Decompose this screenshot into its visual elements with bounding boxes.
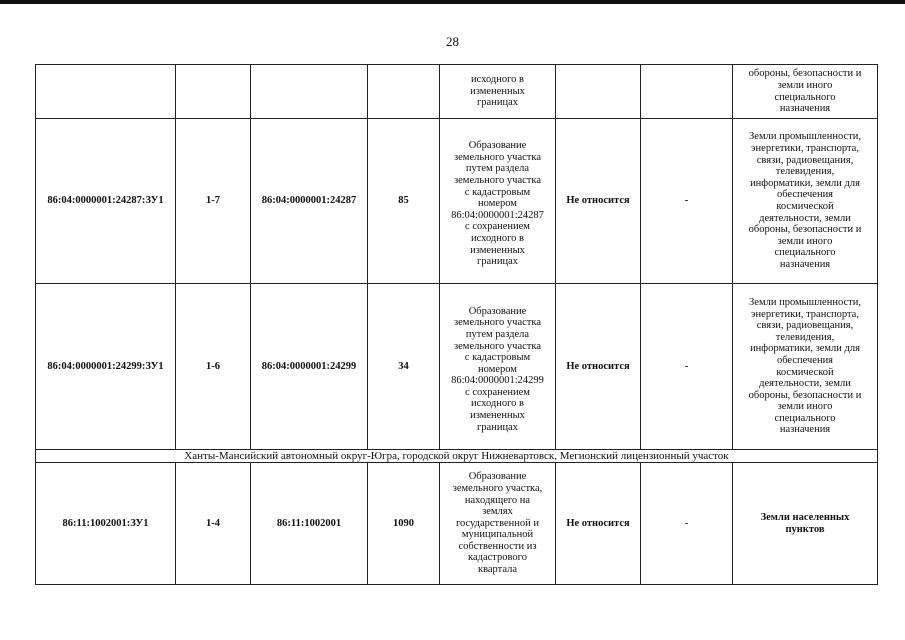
cell-cadastral-source: 86:04:0000001:24299	[251, 284, 368, 450]
cell-cadastral-source: 86:04:0000001:24287	[251, 119, 368, 284]
region-header: Ханты-Мансийский автономный округ-Югра, городской округ Нижневартовск, Мегионский лицензионный участок	[36, 450, 878, 463]
cell-category	[733, 463, 878, 585]
category-text: обороны, безопасности и земли иного специального назначения	[748, 68, 862, 115]
cell-category	[733, 284, 878, 450]
page-number: 28	[446, 34, 459, 49]
cell-description	[440, 284, 556, 450]
cell-area: 1090	[368, 463, 440, 585]
cell-cadastral-new	[36, 65, 176, 119]
cell-relation: Не относится	[556, 119, 641, 284]
description-text: Образование земельного участка путем раздела земельного участка с кадастровым номером 86:04:0000001:24299 с сохранением исходного в измененных границах	[451, 305, 544, 433]
cell-category	[733, 65, 878, 119]
cell-note: -	[641, 284, 733, 450]
cell-area: 85	[368, 119, 440, 284]
table-row	[36, 284, 878, 450]
cell-cadastral-source: 86:11:1002001	[251, 463, 368, 585]
cell-cadastral-source	[251, 65, 368, 119]
cell-area: 34	[368, 284, 440, 450]
cell-cadastral-new: 86:11:1002001:ЗУ1	[36, 463, 176, 585]
cell-point-range: 1-4	[176, 463, 251, 585]
category-text: Земли промышленности, энергетики, транспорта, связи, радиовещания, телевидения, информатики, земли для обеспечения космической деятельности, земли обороны, безопасности и земли иного специального назначения	[748, 296, 862, 436]
cell-point-range	[176, 65, 251, 119]
cell-note	[641, 65, 733, 119]
cell-relation: Не относится	[556, 463, 641, 585]
description-text: Образование земельного участка путем раздела земельного участка с кадастровым номером 86:04:0000001:24287 с сохранением исходного в измененных границах	[451, 140, 544, 268]
description-text: Образование земельного участка, находящего на землях государственной и муниципальной собственности из кадастрового квартала	[452, 471, 543, 576]
cell-point-range: 1-7	[176, 119, 251, 284]
cell-cadastral-new: 86:04:0000001:24287:ЗУ1	[36, 119, 176, 284]
top-rule	[0, 0, 905, 4]
table-row-region	[36, 450, 878, 463]
table-row-continuation	[36, 65, 878, 119]
cell-note: -	[641, 463, 733, 585]
cell-description	[440, 119, 556, 284]
cell-point-range: 1-6	[176, 284, 251, 450]
cell-note: -	[641, 119, 733, 284]
land-plots-table	[35, 64, 878, 585]
cell-area	[368, 65, 440, 119]
cell-description	[440, 463, 556, 585]
description-text: исходного в измененных границах	[470, 74, 525, 109]
category-text: Земли населенных пунктов	[760, 511, 850, 535]
cell-relation	[556, 65, 641, 119]
cell-description	[440, 65, 556, 119]
table-row	[36, 463, 878, 585]
table-row	[36, 119, 878, 284]
cell-relation: Не относится	[556, 284, 641, 450]
cell-cadastral-new: 86:04:0000001:24299:ЗУ1	[36, 284, 176, 450]
category-text: Земли промышленности, энергетики, транспорта, связи, радиовещания, телевидения, информатики, земли для обеспечения космической деятельности, земли обороны, безопасности и земли иного специального назначения	[748, 131, 862, 270]
cell-category	[733, 119, 878, 284]
